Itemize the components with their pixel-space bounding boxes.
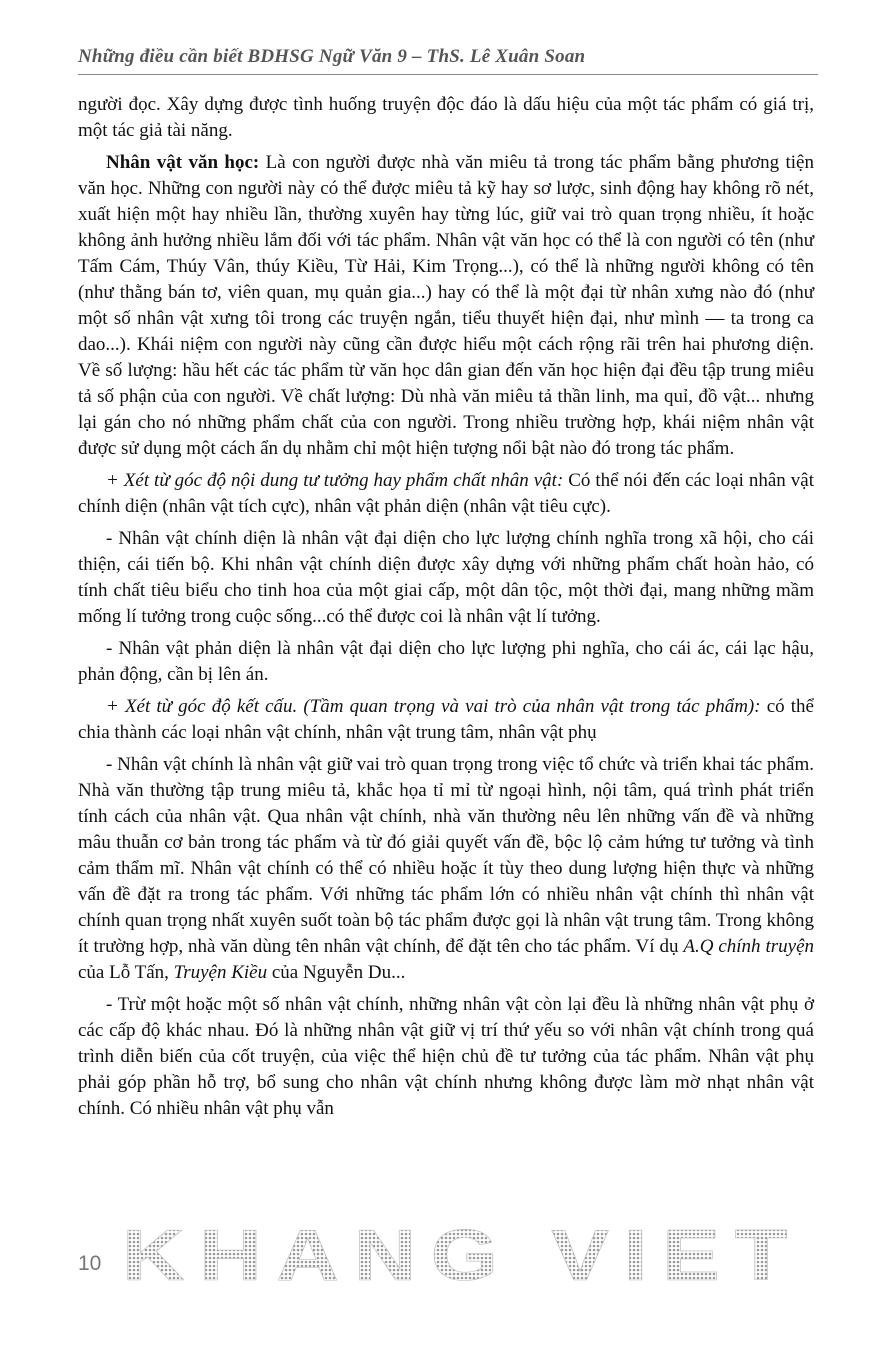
paragraph-main-character — [78, 752, 814, 986]
paragraph-secondary-character: - Trừ một hoặc một số nhân vật chính, những nhân vật còn lại đều là những nhân vật phụ ở các cấp độ khác nhau. Đó là những nhân vật giữ vị trí thứ yếu so với nhân vật chính trong quá trình diễn biến của cốt truyện, của việc thể hiện chủ đề tư tưởng của tác phẩm. Nhân vật phụ phải góp phần hỗ trợ, bổ sung cho nhân vật chính nhưng không được làm mờ nhạt nhân vật chính. Có nhiều nhân vật phụ vẫn — [78, 994, 814, 1119]
paragraph-protagonist: - Nhân vật chính diện là nhân vật đại diện cho lực lượng chính nghĩa trong xã hội, cho cái thiện, cái tiến bộ. Khi nhân vật chính diện được xây dựng với những phẩm chất hoàn hảo, có tính chất tiêu biểu cho tinh hoa của một giai cấp, một dân tộc, một thời đại, mang những mầm mống lí tưởng trong cuộc sống...có thể được coi là nhân vật lí tưởng. — [78, 528, 814, 627]
page-body — [78, 92, 814, 1128]
term-definition: Là con người được nhà văn miêu tả trong tác phẩm bằng phương tiện văn học. Những con người này có thể được miêu tả kỹ hay sơ lược, sinh động hay không rõ nét, xuất hiện một hay nhiều lần, thường xuyên hay từng lúc, giữ vai trò quan trọng nhiều, ít hoặc không ảnh hưởng nhiều lắm đối với tác phẩm. Nhân vật văn học có thể là con người có tên (như Tấm Cám, Thúy Vân, thúy Kiều, Từ Hải, Kim Trọng...), có thể là những người không có tên (như thằng bán tơ, viên quan, mụ quản gia...) hay có thể là một đại từ nhân xưng nào đó (như một số nhân vật xưng tôi trong các truyện ngắn, tiểu thuyết hiện đại, như mình — ta trong ca dao...). Khái niệm con người này cũng cần được hiểu một cách rộng rãi trên hai phương diện. Về số lượng: hầu hết các tác phẩm từ văn học dân gian đến văn học hiện đại đều tập trung miêu tả số phận của con người. Về chất lượng: Dù nhà văn miêu tả thần linh, ma quỉ, đồ vật... nhưng lại gán cho nó những phẩm chất của con người. Trong nhiều trường hợp, khái niệm nhân vật được sử dụng một cách ẩn dụ nhằm chỉ một hiện tượng nổi bật nào đó trong tác phẩm. — [78, 152, 814, 459]
paragraph-content-perspective — [78, 468, 814, 520]
criterion-heading: + Xét từ góc độ kết cấu. (Tầm quan trọng và vai trò của nhân vật trong tác phẩm): — [106, 696, 761, 717]
work-title: Truyện Kiều — [173, 962, 268, 983]
work-title: A.Q chính truyện — [683, 936, 814, 957]
main-character-body: - Nhân vật chính là nhân vật giữ vai trò quan trọng trong việc tổ chức và triển khai tác phẩm. Nhà văn thường tập trung miêu tả, khắc họa tỉ mỉ từ ngoại hình, nội tâm, quá trình phát triển tính cách của nhân vật. Qua nhân vật chính, nhà văn thường nêu lên những vấn đề và những mâu thuẫn cơ bản trong tác phẩm và từ đó giải quyết vấn đề, bộc lộ cảm hứng tư tưởng và tình cảm thẩm mĩ. Nhân vật chính có thể có nhiều hoặc ít tùy theo dung lượng hiện thực và những vấn đề đặt ra trong tác phẩm. Với những tác phẩm lớn có nhiều nhân vật chính thì nhân vật chính quan trọng nhất xuyên suốt toàn bộ tác phẩm được gọi là nhân vật trung tâm. Trong không ít trường hợp, nhà văn dùng tên nhân vật chính, để đặt tên cho tác phẩm. Ví dụ — [78, 754, 814, 957]
term-heading: Nhân vật văn học: — [106, 152, 260, 173]
text-fragment: của Nguyễn Du... — [267, 962, 406, 983]
paragraph-character-definition — [78, 150, 814, 462]
watermark-text: KHANG VIET — [122, 1220, 802, 1288]
criterion-heading: + Xét từ góc độ nội dung tư tưởng hay phẩm chất nhân vật: — [106, 470, 564, 491]
running-header: Những điều cần biết BDHSG Ngữ Văn 9 – ThS. Lê Xuân Soan — [78, 46, 586, 67]
criterion-body: Có thể nói đến các loại nhân vật chính diện (nhân vật tích cực), nhân vật phản diện (nhân vật tiêu cực). — [78, 470, 814, 517]
page-number: 10 — [78, 1252, 102, 1275]
publisher-watermark-logo — [112, 1220, 812, 1288]
paragraph-continuation: người đọc. Xây dựng được tình huống truyện độc đáo là dấu hiệu của một tác phẩm có giá trị, một tác giả tài năng. — [78, 94, 814, 141]
paragraph-antagonist: - Nhân vật phản diện là nhân vật đại diện cho lực lượng phi nghĩa, cho cái ác, cái lạc hậu, phản động, cần bị lên án. — [78, 638, 814, 685]
criterion-body: có thể chia thành các loại nhân vật chính, nhân vật trung tâm, nhân vật phụ — [78, 696, 814, 743]
paragraph-structure-perspective — [78, 694, 814, 746]
text-fragment: của Lỗ Tấn, — [78, 962, 174, 983]
header-divider — [78, 74, 818, 75]
